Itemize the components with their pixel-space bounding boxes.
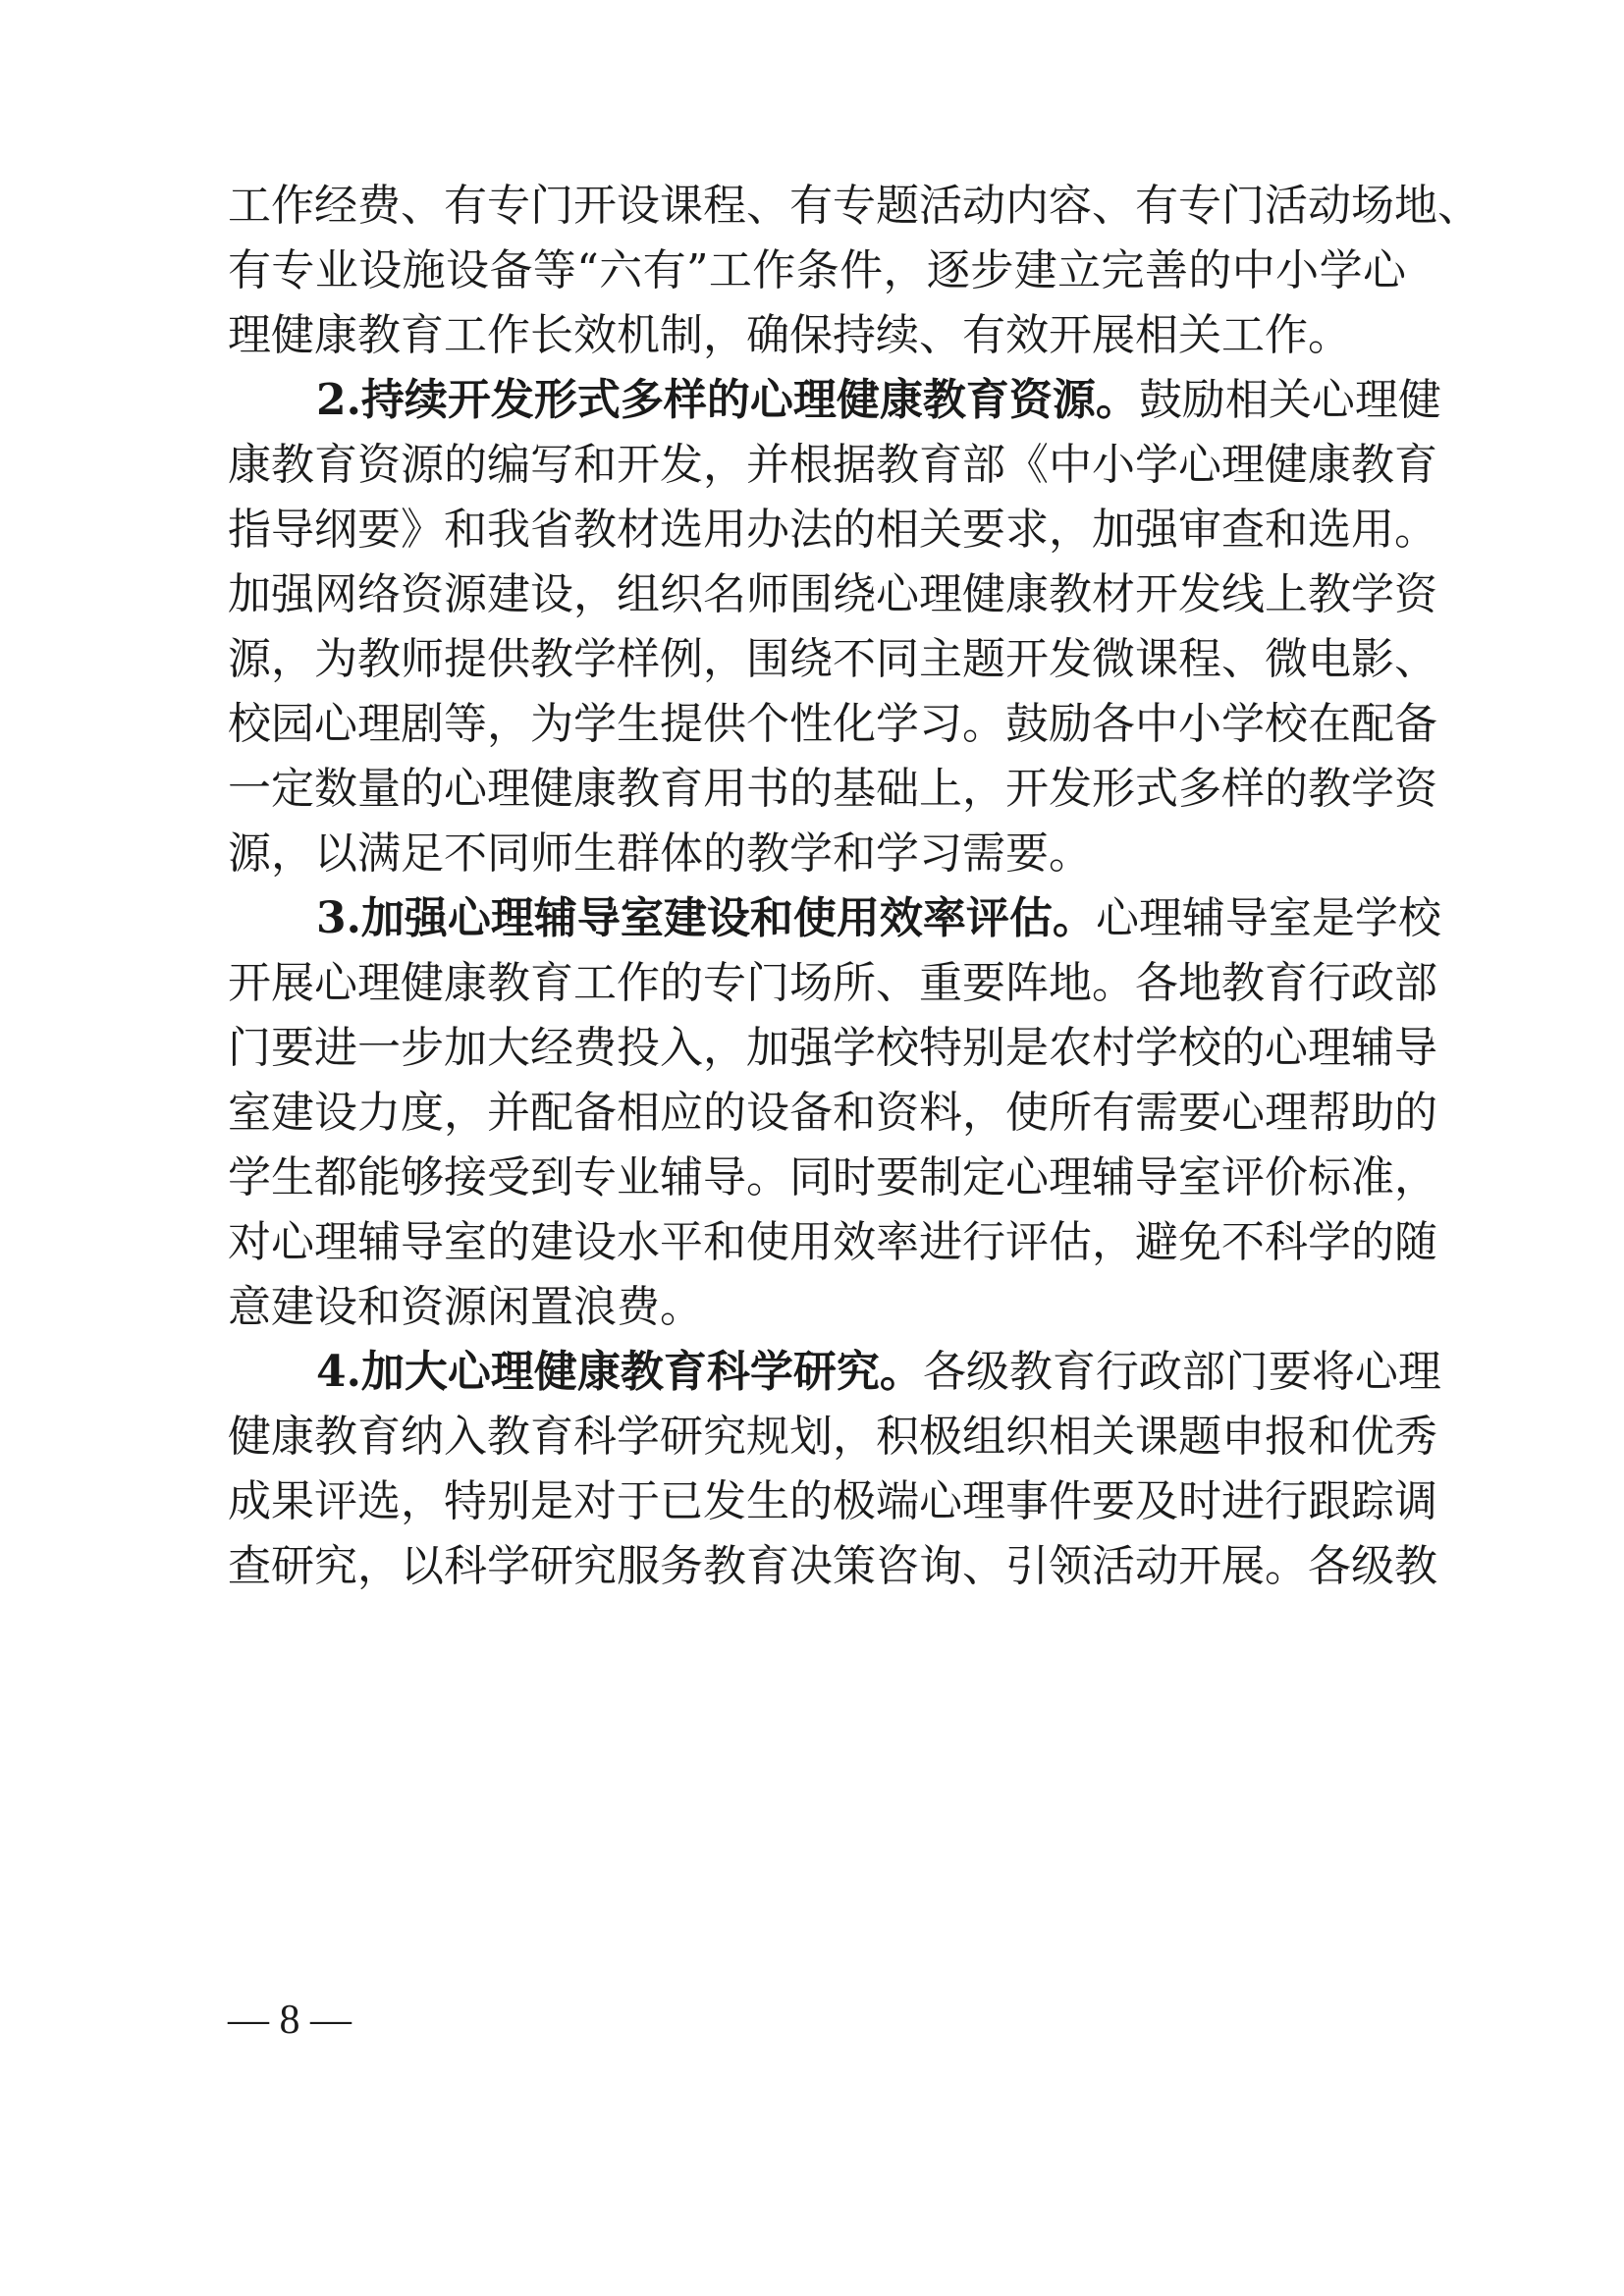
text-line: 理健康教育工作长效机制，确保持续、有效开展相关工作。 bbox=[228, 310, 1351, 360]
text-line: 查研究，以科学研究服务教育决策咨询、引领活动开展。各级教 bbox=[228, 1541, 1437, 1591]
text-line: 室建设力度，并配备相应的设备和资料，使所有需要心理帮助的 bbox=[228, 1088, 1437, 1138]
text-line: 工作经费、有专门开设课程、有专题活动内容、有专门活动场地、 bbox=[228, 181, 1481, 231]
paragraph-3-first-line bbox=[316, 889, 1441, 948]
text-line: 指导纲要》和我省教材选用办法的相关要求，加强审查和选用。 bbox=[228, 505, 1437, 555]
paragraph-4-first-line bbox=[316, 1343, 1441, 1402]
paragraph-text: 鼓励相关心理健 bbox=[1138, 375, 1441, 425]
text-line: 一定数量的心理健康教育用书的基础上，开发形式多样的教学资 bbox=[228, 764, 1437, 814]
text-line: 成果评选，特别是对于已发生的极端心理事件要及时进行跟踪调 bbox=[228, 1476, 1437, 1526]
text-line: 开展心理健康教育工作的专门场所、重要阵地。各地教育行政部 bbox=[228, 958, 1437, 1008]
paragraph-heading: 4.加大心理健康教育科学研究。 bbox=[316, 1347, 923, 1397]
text-line: 加强网络资源建设，组织名师围绕心理健康教材开发线上教学资 bbox=[228, 569, 1437, 619]
paragraph-2-first-line bbox=[316, 371, 1441, 430]
paragraph-heading: 3.加强心理辅导室建设和使用效率评估。 bbox=[316, 893, 1096, 943]
text-line: 学生都能够接受到专业辅导。同时要制定心理辅导室评价标准， bbox=[228, 1152, 1437, 1202]
text-line: 健康教育纳入教育科学研究规划，积极组织相关课题申报和优秀 bbox=[228, 1412, 1437, 1462]
text-line: 意建设和资源闲置浪费。 bbox=[228, 1282, 703, 1332]
text-line: 源，以满足不同师生群体的教学和学习需要。 bbox=[228, 828, 1092, 879]
paragraph-heading: 2.持续开发形式多样的心理健康教育资源。 bbox=[316, 375, 1139, 425]
text-line: 对心理辅导室的建设水平和使用效率进行评估，避免不科学的随 bbox=[228, 1217, 1437, 1267]
text-line: 康教育资源的编写和开发，并根据教育部《中小学心理健康教育 bbox=[228, 440, 1437, 490]
page-number: — 8 — bbox=[228, 1998, 352, 2043]
text-line: 有专业设施设备等“六有”工作条件，逐步建立完善的中小学心 bbox=[228, 245, 1406, 295]
paragraph-text: 心理辅导室是学校 bbox=[1095, 893, 1441, 943]
paragraph-text: 各级教育行政部门要将心理 bbox=[922, 1347, 1441, 1397]
text-line: 校园心理剧等，为学生提供个性化学习。鼓励各中小学校在配备 bbox=[228, 699, 1437, 749]
text-line: 门要进一步加大经费投入，加强学校特别是农村学校的心理辅导 bbox=[228, 1023, 1437, 1073]
text-line: 源，为教师提供教学样例，围绕不同主题开发微课程、微电影、 bbox=[228, 634, 1437, 684]
